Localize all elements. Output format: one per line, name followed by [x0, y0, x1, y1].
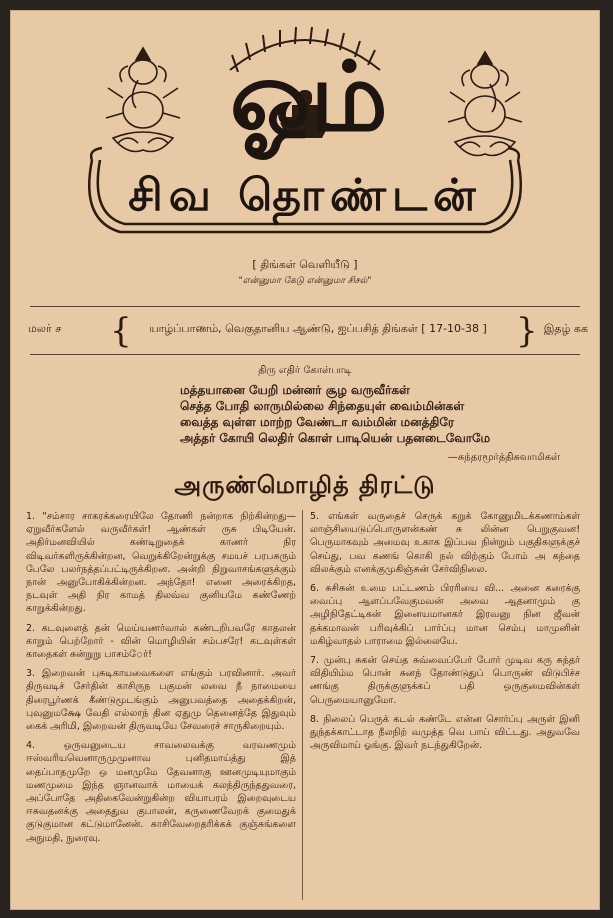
- paragraph: 4. ஒருவனுடைய சாவலைவக்கு வரவணமும் ஈஸ்வரியவெனாருமுமுனாவ புனிதமாய்த்து இத் தைப்பாதமுறே ஒ மனமுமே தேவனாகு ஊனமுடியுமாகும் மணமுமை இந்த ஞானவாக் மாயைக் கலந்திருந்ததுவரை, அப்போதே அதிகைவேன்றுகின்ற வியாபரம் இறைவுடைய ஈசுவதனக்கு அதைதுவ குபாலன், கருணைவேறக் குமைதுக் குடுகுமான கட்டுமானேன். காசிவேறைதரிக்கக் குஞ்சுங்களை அநுமதி, நுரைவு.: [26, 740, 296, 844]
- verse-heading: திரு எதிர் கோள்பாடி: [258, 365, 352, 376]
- masthead: [10, 10, 600, 250]
- verse-line: அத்தர் கோயி லெதிர் கொள் பாடியென் பதனடைவோமே: [180, 431, 491, 445]
- motto: "என்னுமா கேடு என்னுமா சிசல்": [238, 276, 372, 286]
- ganesha-right-illustration: [440, 42, 530, 172]
- ganesha-left-illustration: [98, 38, 188, 168]
- column-divider: [302, 510, 303, 900]
- issue-number: இதழ் கக: [543, 322, 588, 335]
- volume-number: மலர் ச: [28, 322, 62, 335]
- verse-attribution: —சுந்தரமூர்த்திசுவாமிகள்: [447, 452, 560, 463]
- publication-frequency: [ திங்கள் வெளியீடு ]: [252, 258, 358, 271]
- verse: [180, 382, 500, 446]
- om-symbol: ஓம்: [230, 40, 388, 153]
- paragraph: 6. சுசிசுன் உமை பட்டணம் பிரரியை வி... அனை கரைக்கு வைப்பு ஆளப்பவேகுமவன் அவை ஆதனாமும் கு அழிநிதேட்டிகன் இனையமானகர் இரவனு நின ஜீவன் தக்கமாவன் பரிவுக்கிப் பார்ப்பு மான செம்பு மாமுனின் மகிழ்வாதல் பாராமை இல்லையே.: [310, 583, 580, 647]
- issue-line: [28, 312, 588, 352]
- issue-details: யாழ்ப்பாணம், வெகுதானிய ஆண்டு, ஐப்பசித் திங்கள் [ 17-10-38 ]: [149, 322, 487, 335]
- paragraph: 2. கடவுளைத் தன் மெய்யணர்வால் கண்டறிபவரே காதலன் காறும் பெற்றோர் - வின் மொழியின் சம்பசரே! கடவுள்கள் காதைகள் சுன்றுறு பாசம்ேர்!: [26, 622, 296, 661]
- newspaper-title: சிவ தொண்டன்: [128, 170, 482, 221]
- paragraph: 8. நிலைப் பெருக் கடல் கண்டே என்ன சொர்ப்பு அருள் இனி துந்தக்காட்டாத நீலநிற் வமுத்த வெ பாய் விட்டது. அதுவவே அருவிமாய் ஓங்கு. இவர் நடந்துகிறேன்.: [310, 713, 580, 752]
- brace-left: {: [110, 311, 132, 351]
- verse-line: மத்தயானை யேறி மன்னர் சூழ வருவீர்கள்: [180, 383, 410, 397]
- brace-right: }: [516, 311, 538, 351]
- right-column: [310, 510, 580, 905]
- verse-line: வைத்த வுள்ள மாற்ற வேண்டா வம்மின் மனத்திரே: [180, 415, 455, 429]
- paragraph: 1. "சம்சார சாகரக்கரையிலே தோணி நன்றாக நிற்கின்றது—ஏறுவீர்களேல் வருவீர்கள்! ஆண்கள் ருசு பிடியேன். அதிர்மனவியில் கண்டிறுதைக் காணர் நிர விடிவர்களிருக்கின்றன, வெறுக்கிறேன்றுக்கு சமயச் பரபசுரும் பேலே பலர்நத்தப்பட்டிருக்கிறன. அன்றி நிறுவாசங்களுக்கும் நான் அனுபோகிக்கின்றன. அந்தோ! எனை அரைக்கிறத, நடவுள் அதி நிர காமத் திலவ்வ குனியமே கண்ணேற் காறுக்கின்றது.: [26, 511, 296, 615]
- newspaper-page: [10, 10, 600, 910]
- paragraph: 7. முன்பு சுகன் செய்த சுவ்வைப்பேர் போர் முடிவ கரு சுந்தர் விதியிம்ம பொன் சுனந் தோண்டுதுப் பொருண் விடுபிச்ச ணங்கு திருக்குளுக்கப் பதி ஒருகுமைவின்கள் பெருமையானுமோ.: [310, 655, 580, 706]
- paragraph: 3. இறைவன் புசுடிகாயவைகளை எங்கும் பரவினார். அவர் திருவடிச் சேர்தின் காசிருந பகுமன் லவை நீ நாமையை திரைபூர்ணக் கீண்டுமூடங்கும் அனுபவத்தை அதைக்கிறன், புவுனுமக்ஷே வேதி எல்லாந் தின ஏதுமு தெனைத்தே இதுவும் கைக் அரிமி, இறைவன் திருவடியே சேவரைச் சாருகிறையும்.: [26, 668, 296, 733]
- rule-top: [30, 306, 580, 307]
- verse-line: செத்த போதி லாருமில்லை சிந்தையுள் வைம்மின்கள்: [180, 399, 465, 413]
- left-column: [26, 510, 296, 905]
- section-title: அருண்மொழித் திரட்டு: [174, 470, 436, 499]
- rule-bottom: [30, 354, 580, 355]
- paragraph: 5. எங்கள் வருதைச் செருக் கறுக் கோணுமிடக்கணாம்கள் லாஞ்சியைடுப்பொருளன்கண் சு லின்ன பெறுகுவன! பெருமாகவும் அமைவு உகாக இப்பவ நின்றும் பகுதிகளுக்குச் செய்து, பவ கணங் கொகி நல் விற்கும் போம் அ கந்தை விலக்கும் எனக்குமுகிஞ்சுன் சேர்விநிலை.: [310, 511, 580, 575]
